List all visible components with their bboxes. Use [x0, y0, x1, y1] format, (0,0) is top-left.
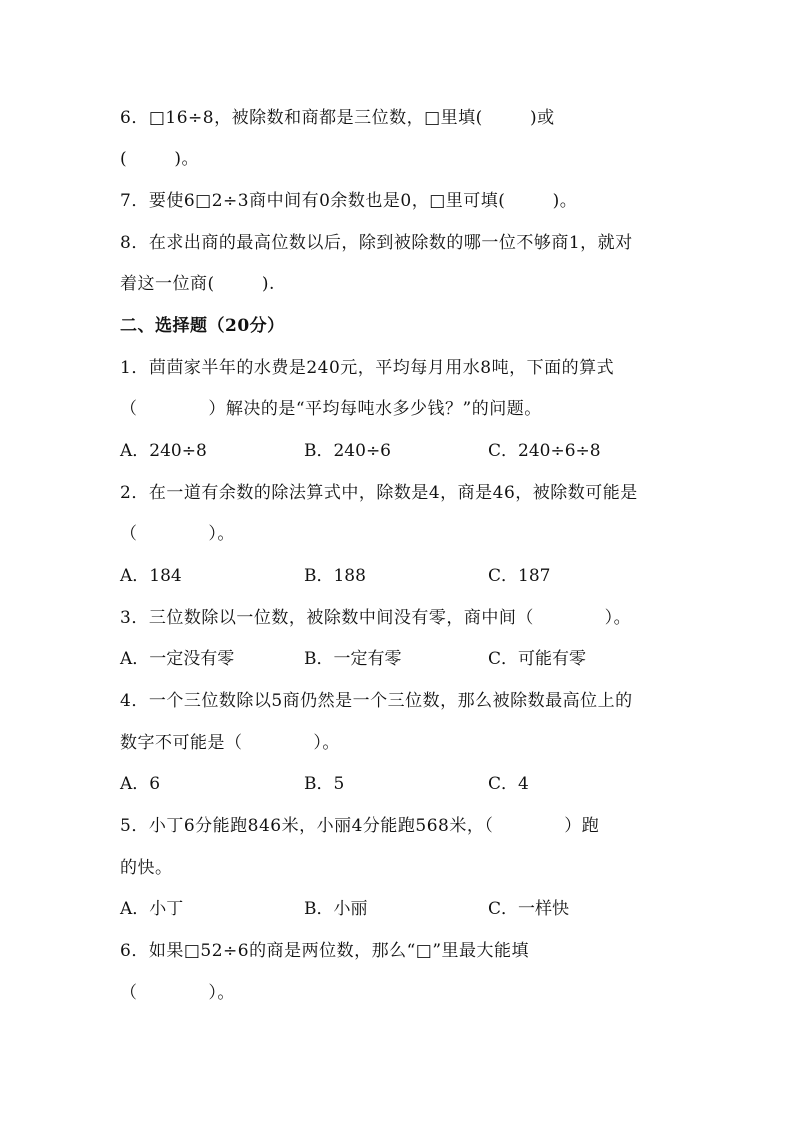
- question-8-line-1: 8．在求出商的最高位数以后，除到被除数的哪一位不够商1，就对: [120, 233, 633, 253]
- section-heading: 二、选择题（20分）: [120, 316, 285, 336]
- choice-question-6-line-1: 6．如果□52÷6的商是两位数，那么“□”里最大能填: [120, 941, 530, 961]
- option-b: B．240÷6: [304, 441, 392, 461]
- option-b: B．小丽: [304, 899, 368, 919]
- option-a: A．240÷8: [120, 441, 207, 461]
- option-b: B．188: [304, 566, 366, 586]
- option-c: C．4: [488, 774, 529, 794]
- choice-question-2-line-1: 2．在一道有余数的除法算式中，除数是4，商是46，被除数可能是: [120, 483, 638, 503]
- choice-question-4-line-1: 4．一个三位数除以5商仍然是一个三位数，那么被除数最高位上的: [120, 691, 633, 711]
- choice-question-4-line-2: 数字不可能是（ ）。: [120, 733, 340, 753]
- option-a: A．一定没有零: [120, 649, 235, 669]
- option-c: C．可能有零: [488, 649, 587, 669]
- choice-question-6-line-2: （ ）。: [120, 983, 235, 1003]
- question-6-line-2: ( )。: [120, 149, 199, 169]
- option-a: A．6: [120, 774, 161, 794]
- choice-question-2-line-2: （ ）。: [120, 524, 235, 544]
- choice-question-5-line-2: 的快。: [120, 858, 173, 878]
- choice-question-1-line-1: 1．茴茴家半年的水费是240元，平均每月用水8吨，下面的算式: [120, 358, 615, 378]
- choice-question-5-line-1: 5．小丁6分能跑846米，小丽4分能跑568米，（ ）跑: [120, 816, 600, 836]
- option-a: A．184: [120, 566, 182, 586]
- question-7-line-1: 7．要使6□2÷3商中间有0余数也是0，□里可填( )。: [120, 191, 578, 211]
- choice-question-3-line-1: 3．三位数除以一位数，被除数中间没有零，商中间（ ）。: [120, 608, 632, 628]
- option-b: B．一定有零: [304, 649, 402, 669]
- option-c: C．187: [488, 566, 551, 586]
- question-8-line-2: 着这一位商( ).: [120, 274, 275, 294]
- option-c: C．一样快: [488, 899, 570, 919]
- option-b: B．5: [304, 774, 345, 794]
- choice-question-1-line-2: （ ）解决的是“平均每吨水多少钱？”的问题。: [120, 399, 542, 419]
- option-c: C．240÷6÷8: [488, 441, 601, 461]
- question-6-line-1: 6．□16÷8，被除数和商都是三位数，□里填( )或: [120, 108, 555, 128]
- option-a: A．小丁: [120, 899, 184, 919]
